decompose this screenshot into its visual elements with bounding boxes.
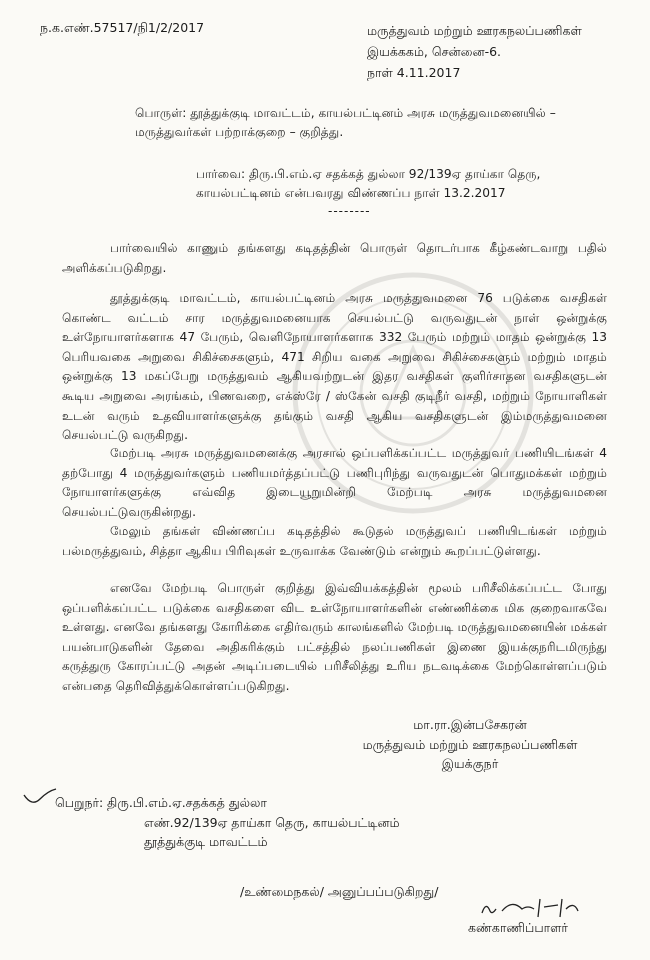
- body-paragraph: தூத்துக்குடி மாவட்டம், காயல்பட்டினம் அரசு மருத்துவமனை 76 படுக்கை வசதிகள் கொண்ட வட்டம் சார மருத்துவமனையாக செயல்பட்டு வருவதுடன் நாள் ஒன்றுக்கு உள்நோயாளர்களாக 47 பேரும், வெளிநோயாளர்களாக 332 பேரும் மற்றும் மாதம் ஒன்றுக்கு 13 பெரியவகை அறுவை சிகிச்சைகளும், 471 சிறிய வகை அறுவை சிகிச்சைகளும் மற்றும் மாதம் ஒன்றுக்கு 13 மகப்பேறு மருத்துவம் ஆகியவற்றுடன் இதர வசதிகள் குளிர்சாதன வசதிகளுடன் கூடிய அறுவை அரங்கம், பிணவறை, எக்ஸ்ரே / ஸ்கேன் வசதி குடிநீர் வசதி, மற்றும் நோயாளிகள் உடன் வரும் உதவியாளர்களுக்கு தங்கும் வசதி ஆகிய வசதிகளுடன் இம்மருத்துவமனை செயல்பட்டு வருகிறது.: [62, 291, 607, 443]
- office-location: இயக்ககம், சென்னை-6.: [367, 44, 502, 59]
- handwritten-signature: [478, 895, 598, 921]
- handwritten-tick-mark: [20, 785, 60, 815]
- supervisor-title: கண்காணிப்பாளர்: [468, 920, 568, 935]
- body-paragraph: மேற்படி அரசு மருத்துவமனைக்கு அரசால் ஒப்பளிக்கப்பட்ட மருத்துவர் பணியிடங்கள் 4 தற்போது 4 மருத்துவர்களும் பணியமர்த்தப்பட்டு பணிபுரிந்து வருவதுடன் பொதுமக்கள் மற்றும் நோயாளர்களுக்கு எவ்வித இடையூறுமின்றி மேற்படி அரசு மருத்துவமனை செயல்பட்டுவருகின்றது.: [62, 446, 607, 519]
- signatory-title: இயக்குநர்: [441, 756, 499, 771]
- divider: --------: [328, 204, 371, 218]
- body-paragraph: மேலும் தங்கள் விண்ணப்ப கடிதத்தில் கூடுதல் மருத்துவப் பணியிடங்கள் மற்றும் பல்மருத்துவம், சித்தா ஆகிய பிரிவுகள் உருவாக்க வேண்டும் என்றும் கூறப்பட்டுள்ளது.: [62, 524, 607, 558]
- recipient-district: தூத்துக்குடி மாவட்டம்: [144, 834, 268, 849]
- recipient-label: பெறுநர்:: [55, 795, 104, 810]
- office-name: மருத்துவம் மற்றும் ஊரகநலப்பணிகள்: [367, 23, 582, 38]
- signatory-name: மா.ரா.இன்பசேகரன்: [413, 717, 527, 732]
- subject-line: பொருள்: தூத்துக்குடி மாவட்டம், காயல்பட்டினம் அரசு மருத்துவமனையில் – மருத்துவர்கள் பற்றாக்குறை – குறித்து.: [135, 106, 556, 139]
- signatory-office: மருத்துவம் மற்றும் ஊரகநலப்பணிகள்: [362, 736, 578, 752]
- office-header: [367, 20, 582, 83]
- signatory-block: [360, 715, 580, 774]
- body-paragraph: எனவே மேற்படி பொருள் குறித்து இவ்வியக்கத்தின் மூலம் பரிசீலிக்கப்பட்ட போது ஒப்பளிக்கப்பட்ட படுக்கை வசதிகளை விட உள்நோயாளர்களின் எண்ணிக்கை மிக குறைவாகவே உள்ளது. எனவே தங்களது கோரிக்கை எதிர்வரும் காலங்களில் மேற்படி மருத்துவமனையின் மக்கள் பயன்பாடுகளின் தேவை அதிகரிக்கும் பட்சத்தில் நலப்பணிகள் இணை இயக்குநரிடமிருந்து கருத்துரு கோரப்பட்டு அதன் அடிப்படையில் பரிசீலித்து உரிய நடவடிக்கை மேற்கொள்ளப்படும் என்பதை தெரிவித்துக்கொள்ளப்படுகிறது.: [62, 581, 607, 693]
- body-paragraph: பார்வையில் காணும் தங்களது கடிதத்தின் பொருள் தொடர்பாக கீழ்கண்டவாறு பதில் அளிக்கப்படுகிறது.: [62, 241, 607, 275]
- reference-line: பார்வை: திரு.பி.எம்.ஏ சதக்கத் துல்லா 92/139ஏ தாய்கா தெரு, காயல்பட்டினம் என்பவரது விண்ணப்ப நாள் 13.2.2017: [196, 167, 541, 200]
- reference-number: ந.க.எண்.57517/நி1/2/2017: [40, 20, 205, 35]
- recipient-name: திரு.பி.எம்.ஏ.சதக்கத் துல்லா: [107, 795, 267, 810]
- recipient-address: எண்.92/139ஏ தாய்கா தெரு, காயல்பட்டினம்: [144, 814, 400, 830]
- letter-date: நாள் 4.11.2017: [367, 65, 461, 80]
- recipient-block: [55, 793, 400, 852]
- true-copy-note: /உண்மைநகல்/ அனுப்பப்படுகிறது/: [240, 884, 439, 899]
